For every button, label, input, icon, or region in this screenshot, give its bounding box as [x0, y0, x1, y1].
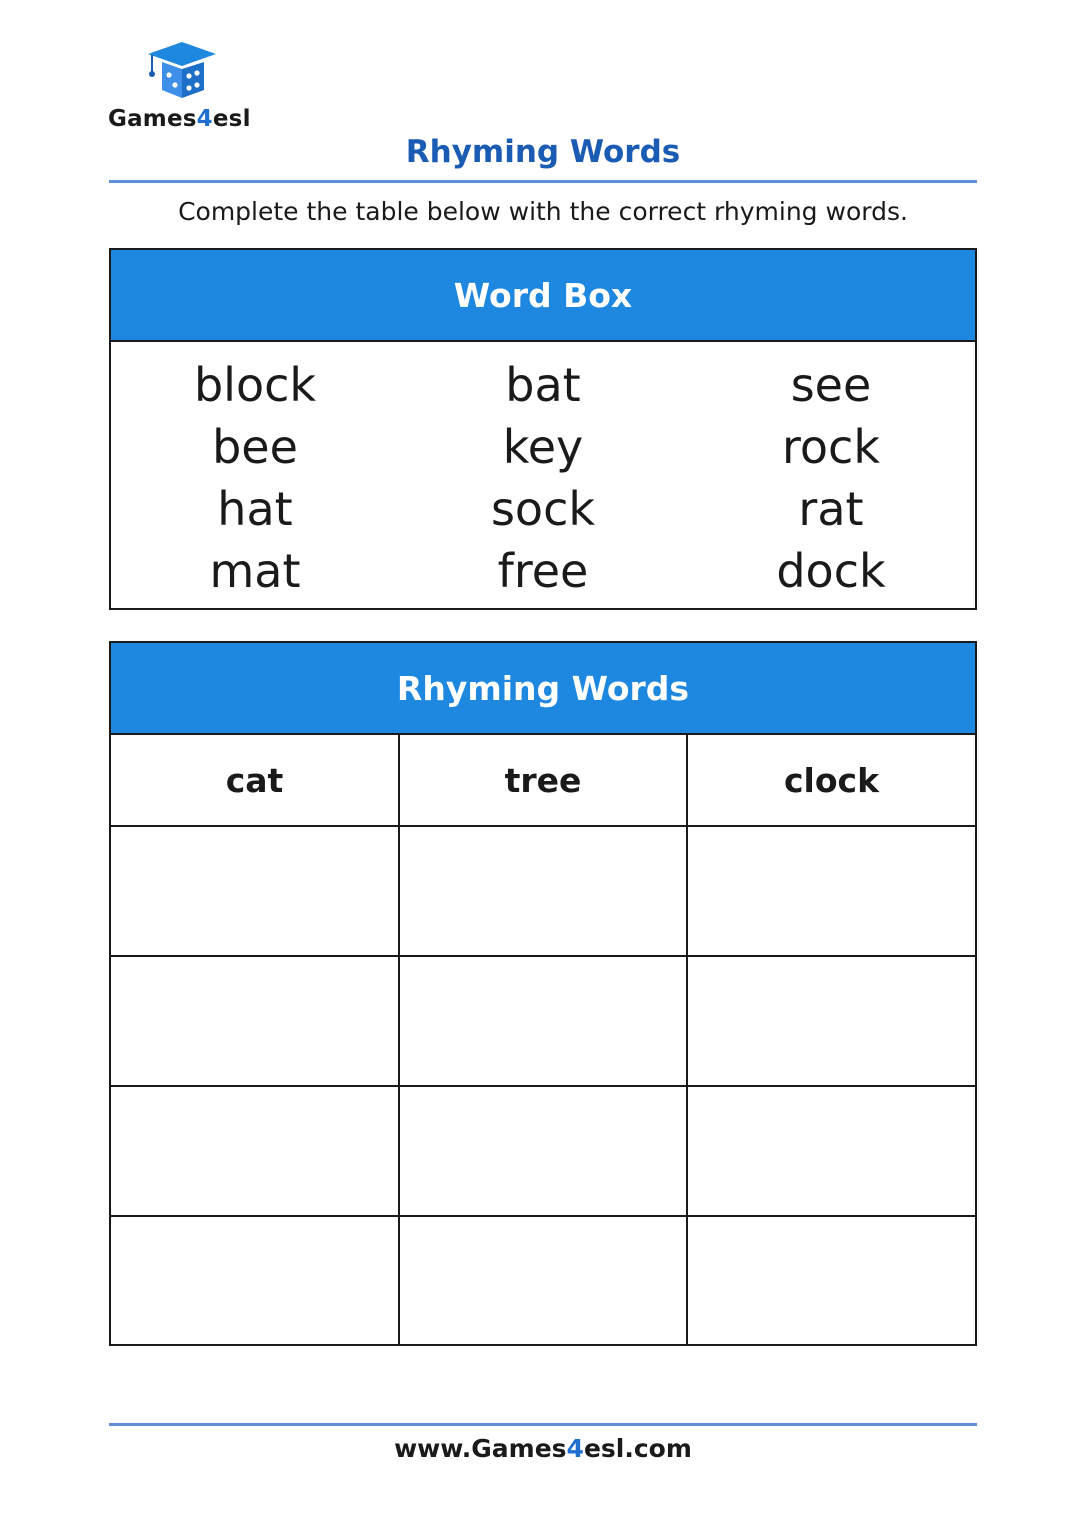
graduation-cap-dice-icon: [146, 40, 218, 102]
table-row: [111, 826, 975, 956]
answer-cell[interactable]: [111, 956, 399, 1086]
answer-cell[interactable]: [399, 1086, 687, 1216]
word-box-word: dock: [776, 544, 886, 598]
answer-cell[interactable]: [111, 1086, 399, 1216]
column-header-cat: cat: [111, 735, 399, 826]
table-row: [111, 1086, 975, 1216]
column-header-row: [111, 735, 975, 826]
answer-cell[interactable]: [687, 1216, 975, 1345]
rhyming-words-table: [109, 641, 977, 1346]
word-box-word: bat: [505, 358, 581, 412]
logo: [108, 40, 268, 140]
column-header-tree: tree: [399, 735, 687, 826]
footer-divider: [109, 1423, 977, 1426]
header-divider: [109, 180, 977, 183]
page-title: Rhyming Words: [405, 134, 681, 170]
word-box-word: block: [193, 358, 317, 412]
rhyming-words-header: Rhyming Words: [111, 643, 975, 735]
table-row: [111, 1216, 975, 1345]
word-box-word: key: [502, 420, 584, 474]
word-box-word: see: [790, 358, 872, 412]
word-box-word: mat: [209, 544, 301, 598]
answer-cell[interactable]: [687, 956, 975, 1086]
answer-cell[interactable]: [399, 826, 687, 956]
answer-cell[interactable]: [111, 1216, 399, 1345]
answer-cell[interactable]: [399, 1216, 687, 1345]
word-box-word: rock: [782, 420, 880, 474]
table-row: [111, 956, 975, 1086]
answer-cell[interactable]: [399, 956, 687, 1086]
brand-name: Games4esl: [108, 106, 251, 132]
word-box-word: sock: [490, 482, 596, 536]
word-box: [109, 248, 977, 610]
word-box-header: Word Box: [111, 250, 975, 342]
instructions: Complete the table below with the correct rhyming words.: [178, 197, 908, 226]
footer-url[interactable]: www.Games4esl.com: [394, 1434, 692, 1463]
rhyme-grid: [111, 735, 975, 1345]
word-box-word: free: [497, 544, 589, 598]
word-box-word: bee: [212, 420, 298, 474]
word-box-word: hat: [217, 482, 293, 536]
column-header-clock: clock: [687, 735, 975, 826]
answer-cell[interactable]: [687, 1086, 975, 1216]
word-box-word: rat: [798, 482, 864, 536]
answer-cell[interactable]: [111, 826, 399, 956]
word-box-grid: [111, 342, 975, 602]
answer-cell[interactable]: [687, 826, 975, 956]
